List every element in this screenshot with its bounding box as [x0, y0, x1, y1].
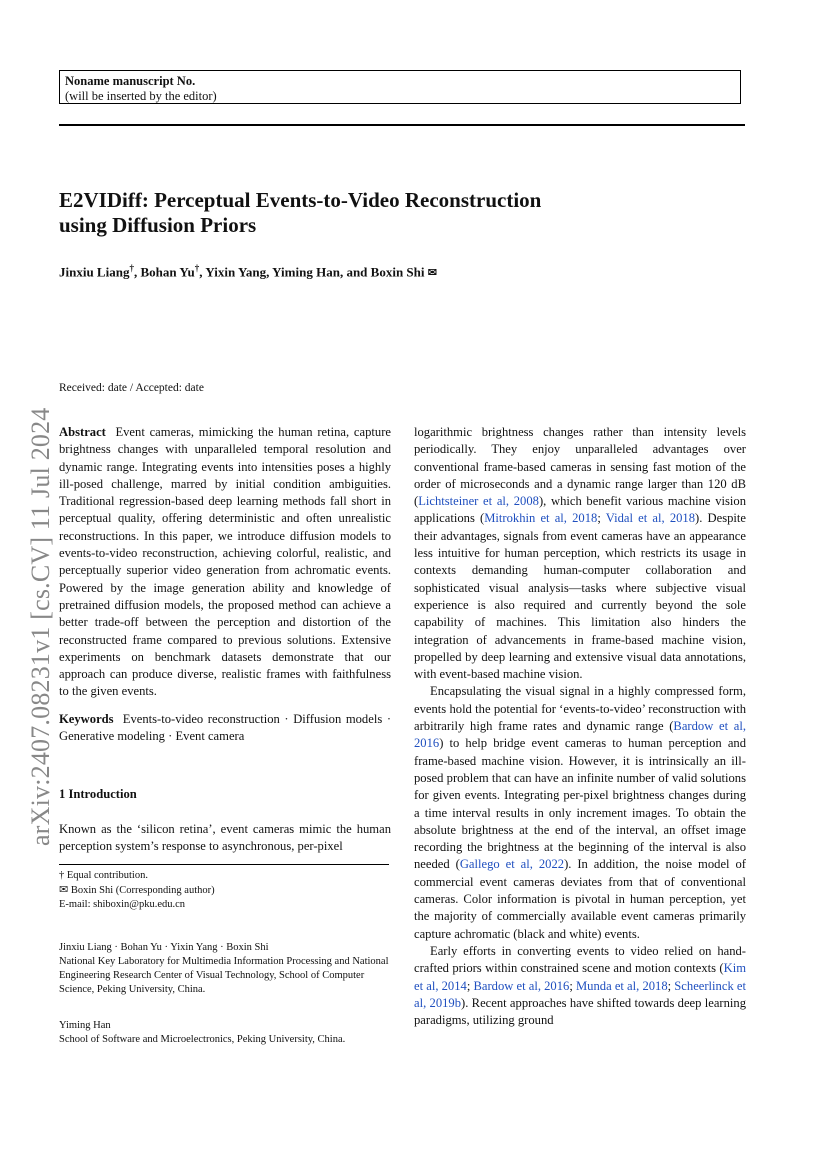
- keywords-label: Keywords: [59, 711, 114, 726]
- author-separator: ,: [199, 264, 206, 280]
- abstract: [59, 424, 391, 701]
- author: Yixin Yang: [205, 264, 267, 280]
- editor-note: (will be inserted by the editor): [65, 89, 217, 103]
- author-list: [59, 263, 619, 280]
- keywords: [59, 711, 391, 746]
- author-separator: , and: [339, 264, 371, 280]
- corresponding-author: Boxin Shi (Corresponding author): [70, 885, 215, 896]
- citation-link[interactable]: Lichtsteiner et al, 2008: [418, 494, 539, 509]
- right-column: [414, 424, 746, 1029]
- envelope-icon: ✉: [59, 884, 69, 896]
- arxiv-stamp: arXiv:2407.08231v1 [cs.CV] 11 Jul 2024: [26, 407, 55, 846]
- citation-link[interactable]: Mitrokhin et al, 2018: [484, 511, 598, 526]
- citation-link[interactable]: Munda et al, 2018: [575, 978, 668, 993]
- affiliation-1: [59, 941, 395, 997]
- footnote-rule: [59, 864, 389, 865]
- abstract-label: Abstract: [59, 425, 106, 439]
- citation-link[interactable]: Bardow et al, 2016: [473, 978, 570, 993]
- intro-paragraph: Known as the ‘silicon retina’, event cameras mimic the human perception system’s response to asynchronous, per-pixel: [59, 822, 391, 854]
- author: Boxin Shi: [370, 264, 425, 280]
- citation-link[interactable]: Kim et al, 2014: [414, 961, 746, 993]
- paragraph: Encapsulating the visual signal in a highly compressed form, events hold the potential for ‘events-to-video’ reconstruction with arbitrarily high frame rates and dynamic range (Bardow et al, 2016) to help bridge event cameras to human perception and frame-based machine vision. However, it is intrinsically an ill-posed problem that can have an infinite number of valid solutions for given events. Integrating per-pixel brightness changes during a time interval results in only increment images. To obtain the absolute brightness at the end of the interval, an offset image recording the brightness at the beginning of the interval is also needed (Gallego et al, 2022). In addition, the noise model of commercial event cameras deviates from that of conventional cameras. Color information is pivotal in human perception, yet the majority of commercially available event cameras primarily capture achromatic (black and white) events.: [414, 684, 746, 941]
- manuscript-box: [59, 70, 741, 104]
- header-rule: [59, 124, 745, 126]
- paragraph: Early efforts in converting events to video relied on hand-crafted priors within constrained scene and motion contexts (Kim et al, 2014; Bardow et al, 2016; Munda et al, 2018; Scheerlinck et al, 2019b). Recent approaches have shifted towards deep learning paradigms, utilizing ground: [414, 943, 747, 1028]
- citation-link[interactable]: Gallego et al, 2022: [459, 857, 565, 872]
- author-mark: †: [129, 263, 134, 273]
- footnotes: [59, 869, 391, 912]
- envelope-icon: ✉: [427, 267, 437, 280]
- author-separator: ,: [133, 264, 141, 280]
- affiliation-names: Yiming Han: [59, 1020, 111, 1031]
- citation-link[interactable]: Scheerlinck et al, 2019b: [414, 978, 746, 1010]
- footnote-equal: † Equal contribution.: [59, 870, 148, 881]
- affiliation-names: Jinxiu Liang · Bohan Yu · Yixin Yang · Boxin Shi: [59, 942, 269, 953]
- section-heading: 1 Introduction: [59, 787, 137, 801]
- author-separator: ,: [266, 264, 273, 280]
- citation-link[interactable]: Vidal et al, 2018: [605, 511, 696, 526]
- abstract-text: Event cameras, mimicking the human retina, capture brightness changes with unparalleled temporal resolution and dynamic range. Integrating events into intensities poses a highly ill-posed challenge, marred by initial condition ambiguities. Traditional regression-based deep learning methods fall short in perceptual quality, offering deterministic and often unrealistic reconstructions. In this paper, we introduce diffusion models to events-to-video reconstruction, achieving colorful, realistic, and perceptually superior video generation from achromatic events. Powered by the image generation ability and knowledge of pretrained diffusion models, the proposed method can achieve a better trade-off between the perception and distortion of the reconstructed frame compared to previous solutions. Extensive experiments on benchmark datasets demonstrate that our approach can produce diverse, realistic frames with faithfulness to the given events.: [59, 425, 391, 699]
- received-date: Received: date / Accepted: date: [59, 382, 204, 394]
- affiliation-text: School of Software and Microelectronics, Peking University, China.: [59, 1034, 346, 1045]
- author: Jinxiu Liang: [59, 264, 130, 280]
- author: Bohan Yu: [140, 264, 195, 280]
- author-mark: †: [194, 263, 200, 273]
- title-line-1: E2VIDiff: Perceptual Events-to-Video Reconstruction: [59, 188, 542, 212]
- title-line-2: using Diffusion Priors: [59, 213, 257, 237]
- citation-link[interactable]: Bardow et al, 2016: [414, 719, 746, 751]
- keywords-text: Events-to-video reconstruction · Diffusion models · Generative modeling · Event camera: [59, 711, 392, 744]
- paragraph: logarithmic brightness changes rather than intensity levels periodically. They enjoy unparalleled advantages over conventional frame-based cameras in sensing fast motion of the order of microseconds and a dynamic range larger than 120 dB (Lichtsteiner et al, 2008), which benefit various machine vision applications (Mitrokhin et al, 2018; Vidal et al, 2018). Despite their advantages, signals from event cameras have an appearance less intuitive for human perception, which restricts its usage in contexts demanding human-computer collaboration and sophisticated visual analysis—tasks where subjective visual experience is also required and currently beyond the sole capability of machines. This limitation also hinders the integration of advancements in frame-based machine vision, propelled by deep learning and extensive visual data annotations, with event-based machine vision.: [414, 425, 746, 682]
- footnote-email: E-mail: shiboxin@pku.edu.cn: [59, 899, 186, 910]
- footnote-corresponding: [59, 883, 391, 898]
- manuscript-label: Noname manuscript No.: [65, 74, 196, 88]
- author: Yiming Han: [272, 264, 340, 280]
- affiliation-text: National Key Laboratory for Multimedia Information Processing and National Engineering Research Center of Visual Technology, School of Computer Science, Peking University, China.: [59, 956, 389, 995]
- paper-title: [59, 188, 619, 238]
- affiliation-2: [59, 1019, 395, 1047]
- left-column: [59, 424, 391, 745]
